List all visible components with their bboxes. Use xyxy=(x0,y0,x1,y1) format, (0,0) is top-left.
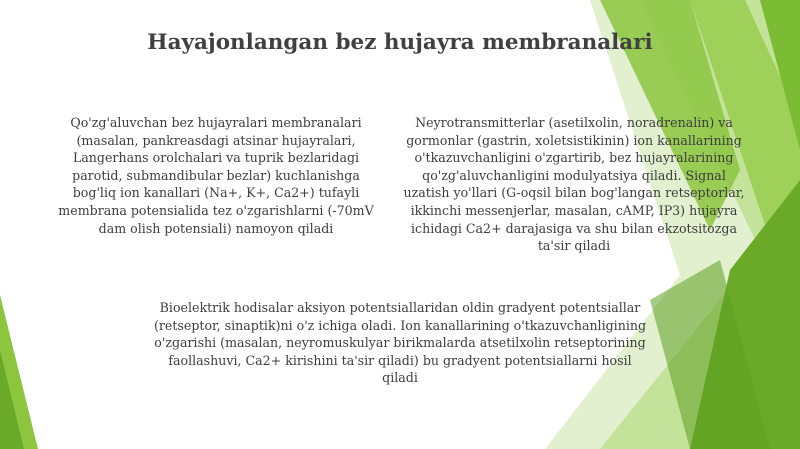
right-paragraph: Neyrotransmitterlar (asetilxolin, noradrenalin) va gormonlar (gastrin, xoletsistikinin) ion kanallarining o'tkazuvchanligini o'zgartirib, bez hujayralarining qo'zg'aluvchanligini modulyatsiya qiladi. Signal uzatish yo'llari (G-oqsil bilan bog'langan retseptorlar, ikkinchi messenjerlar, masalan, cAMP, IP3) hujayra ichidagi Ca2+ darajasiga va shu bilan ekzotsitozga ta'sir qiladi xyxy=(403,115,745,254)
left-paragraph: Qo'zg'aluvchan bez hujayralari membranalari (masalan, pankreasdagi atsinar hujayralari, Langerhans orolchalari va tuprik bezlaridagi parotid, submandibular bezlar) kuchlanishga bog'liq ion kanallari (Na+, K+, Ca2+) tufayli membrana potensialida tez o'zgarishlarni (-70mV dam olish potensiali) namoyon qiladi xyxy=(58,115,374,236)
slide-title: Hayajonlangan bez hujayra membranalari xyxy=(147,30,653,55)
bottom-paragraph: Bioelektrik hodisalar aksiyon potentsiallaridan oldin gradyent potentsiallar (retseptor, sinaptik)ni o'z ichiga oladi. Ion kanallarining o'tkazuvchanligining o'zgarishi (masalan, neyromuskulyar birikmalarda atsetilxolin retseptorining faollashuvi, Ca2+ kirishini ta'sir qiladi) bu gradyent potentsiallarni hosil qiladi xyxy=(153,300,647,386)
